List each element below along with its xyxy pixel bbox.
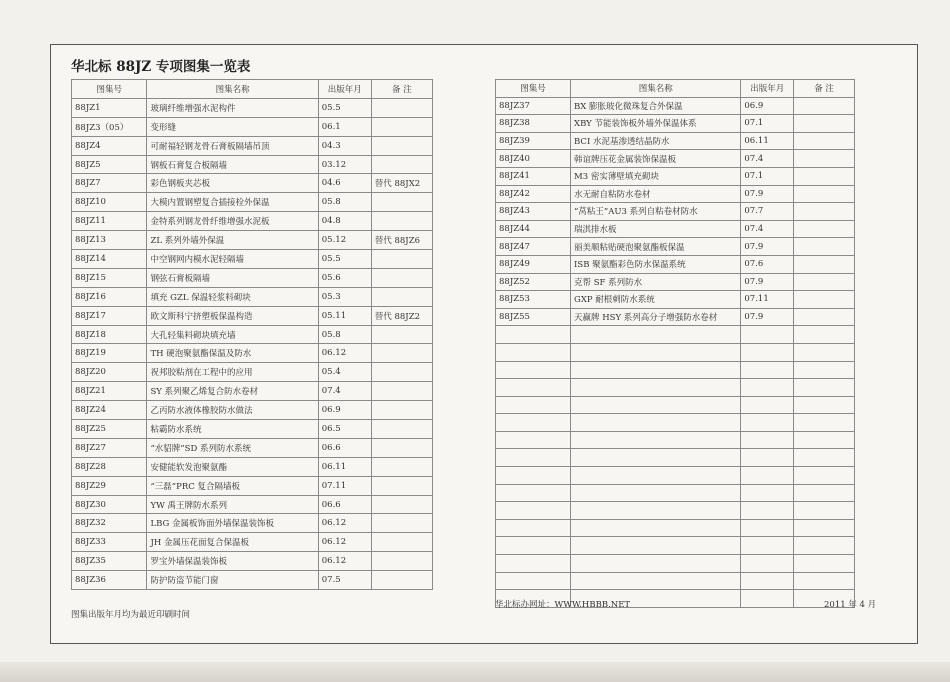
cell-no: 88JZ28 <box>72 457 147 476</box>
cell-no: 88JZ40 <box>496 150 571 168</box>
cell-no <box>496 343 571 361</box>
cell-date: 06.5 <box>318 420 371 439</box>
cell-no: 88JZ36 <box>72 571 147 590</box>
cell-name: YW 禹王牌防水系列 <box>147 495 318 514</box>
cell-no: 88JZ38 <box>496 115 571 133</box>
cell-date <box>741 555 794 573</box>
cell-date: 06.6 <box>318 495 371 514</box>
cell-date: 06.12 <box>318 344 371 363</box>
table-row <box>72 117 433 136</box>
header-date: 出版年月 <box>741 80 794 98</box>
table-row <box>496 220 855 238</box>
table-row <box>496 326 855 344</box>
cell-note <box>371 344 432 363</box>
cell-no: 88JZ39 <box>496 132 571 150</box>
cell-note <box>794 185 855 203</box>
cell-date: 07.1 <box>741 115 794 133</box>
cell-name: 玻璃纤维增强水泥构件 <box>147 98 318 117</box>
table-row <box>72 363 433 382</box>
cell-name <box>571 537 741 555</box>
right-table-header <box>496 80 855 98</box>
table-row <box>72 174 433 193</box>
cell-note <box>794 484 855 502</box>
cell-note <box>371 136 432 155</box>
cell-name: XBY 节能装饰板外墙外保温体系 <box>571 115 741 133</box>
cell-note <box>371 476 432 495</box>
table-row <box>72 193 433 212</box>
table-row <box>72 438 433 457</box>
table-row <box>72 155 433 174</box>
cell-date: 05.4 <box>318 363 371 382</box>
header-name: 图集名称 <box>571 80 741 98</box>
cell-date: 05.12 <box>318 231 371 250</box>
cell-note <box>371 117 432 136</box>
table-row <box>496 185 855 203</box>
table-row <box>72 533 433 552</box>
cell-date: 06.1 <box>318 117 371 136</box>
cell-name: 安健能软发泡聚氨酯 <box>147 457 318 476</box>
cell-name <box>571 519 741 537</box>
table-row <box>72 401 433 420</box>
cell-name: M3 密实薄壁填充砌块 <box>571 167 741 185</box>
cell-no: 88JZ13 <box>72 231 147 250</box>
cell-no: 88JZ4 <box>72 136 147 155</box>
cell-date: 06.12 <box>318 552 371 571</box>
cell-note <box>371 552 432 571</box>
cell-name: 金特系列钢龙骨纤维增强水泥板 <box>147 212 318 231</box>
cell-no: 88JZ47 <box>496 238 571 256</box>
cell-date: 04.6 <box>318 174 371 193</box>
cell-name <box>571 379 741 397</box>
cell-no <box>496 326 571 344</box>
cell-no <box>496 555 571 573</box>
cell-date: 07.1 <box>741 167 794 185</box>
cell-date: 06.9 <box>741 97 794 115</box>
cell-note <box>371 155 432 174</box>
website-note: 华北标办网址：WWW.HBBB.NET <box>495 600 631 610</box>
table-row <box>496 572 855 590</box>
table-row <box>496 361 855 379</box>
cell-name <box>571 361 741 379</box>
cell-no: 88JZ49 <box>496 255 571 273</box>
cell-name <box>571 431 741 449</box>
table-row <box>72 306 433 325</box>
cell-no: 88JZ29 <box>72 476 147 495</box>
cell-date: 06.12 <box>318 514 371 533</box>
cell-note <box>794 326 855 344</box>
cell-name: 瑞淇排水板 <box>571 220 741 238</box>
cell-date <box>741 449 794 467</box>
cell-note <box>371 287 432 306</box>
cell-no: 88JZ14 <box>72 250 147 269</box>
header-name: 图集名称 <box>147 80 318 99</box>
cell-date <box>741 590 794 608</box>
cell-name: 可耐福轻钢龙骨石膏板隔墙吊顶 <box>147 136 318 155</box>
table-row <box>496 449 855 467</box>
table-row <box>496 308 855 326</box>
cell-no: 88JZ24 <box>72 401 147 420</box>
cell-no <box>496 502 571 520</box>
header-no: 图集号 <box>496 80 571 98</box>
cell-date: 05.6 <box>318 268 371 287</box>
cell-name: 天赢牌 HSY 系列高分子增强防水卷材 <box>571 308 741 326</box>
cell-no: 88JZ44 <box>496 220 571 238</box>
cell-note <box>371 268 432 287</box>
header-no: 图集号 <box>72 80 147 99</box>
cell-note <box>371 193 432 212</box>
cell-no: 88JZ16 <box>72 287 147 306</box>
table-row <box>72 98 433 117</box>
cell-no: 88JZ30 <box>72 495 147 514</box>
cell-date: 05.5 <box>318 250 371 269</box>
cell-date: 06.9 <box>318 401 371 420</box>
cell-name <box>571 572 741 590</box>
cell-date: 05.11 <box>318 306 371 325</box>
table-row <box>72 476 433 495</box>
table-row <box>496 273 855 291</box>
cell-name <box>571 414 741 432</box>
cell-note <box>794 396 855 414</box>
cell-date <box>741 379 794 397</box>
cell-date: 07.5 <box>318 571 371 590</box>
cell-date: 06.11 <box>318 457 371 476</box>
cell-date: 07.9 <box>741 308 794 326</box>
cell-date <box>741 396 794 414</box>
table-row <box>72 287 433 306</box>
cell-date: 05.5 <box>318 98 371 117</box>
cell-name: 大孔轻集料砌块填充墙 <box>147 325 318 344</box>
table-row <box>496 467 855 485</box>
cell-note: 替代 88JX2 <box>371 174 432 193</box>
cell-name: SY 系列聚乙烯复合防水卷材 <box>147 382 318 401</box>
cell-note <box>794 255 855 273</box>
footnote: 图集出版年月均为最近印刷时间 <box>71 610 191 620</box>
cell-date: 07.9 <box>741 273 794 291</box>
cell-note <box>794 449 855 467</box>
table-row <box>496 396 855 414</box>
cell-no: 88JZ37 <box>496 97 571 115</box>
cell-no: 88JZ27 <box>72 438 147 457</box>
right-table-body <box>496 97 855 607</box>
cell-date <box>741 572 794 590</box>
cell-date: 06.11 <box>741 132 794 150</box>
right-catalog-table <box>495 79 855 608</box>
cell-name: 韩谊牌压花金属装饰保温板 <box>571 150 741 168</box>
cell-no: 88JZ52 <box>496 273 571 291</box>
cell-name: 中空钢网内模水泥轻隔墙 <box>147 250 318 269</box>
cell-date: 04.8 <box>318 212 371 231</box>
cell-note <box>794 308 855 326</box>
table-row <box>496 132 855 150</box>
cell-name: BX 膨胀玻化微珠复合外保温 <box>571 97 741 115</box>
cell-name <box>571 502 741 520</box>
cell-date <box>741 537 794 555</box>
cell-note <box>371 401 432 420</box>
cell-note <box>371 571 432 590</box>
cell-note <box>371 495 432 514</box>
cell-name: 变形缝 <box>147 117 318 136</box>
table-row <box>72 212 433 231</box>
cell-date: 07.11 <box>741 291 794 309</box>
cell-note <box>371 514 432 533</box>
cell-no: 88JZ19 <box>72 344 147 363</box>
cell-name: GXP 耐根刺防水系统 <box>571 291 741 309</box>
cell-note: 替代 88JZ2 <box>371 306 432 325</box>
cell-date: 07.4 <box>741 220 794 238</box>
table-row <box>72 250 433 269</box>
cell-note <box>794 167 855 185</box>
cell-no: 88JZ42 <box>496 185 571 203</box>
cell-no: 88JZ25 <box>72 420 147 439</box>
table-row <box>72 382 433 401</box>
table-row <box>72 495 433 514</box>
cell-no: 88JZ41 <box>496 167 571 185</box>
cell-no <box>496 519 571 537</box>
table-row <box>496 537 855 555</box>
cell-no: 88JZ20 <box>72 363 147 382</box>
cell-note: 替代 88JZ6 <box>371 231 432 250</box>
table-row <box>496 431 855 449</box>
table-row <box>72 231 433 250</box>
cell-date: 05.8 <box>318 325 371 344</box>
cell-date: 03.12 <box>318 155 371 174</box>
cell-date <box>741 519 794 537</box>
header-note: 备 注 <box>794 80 855 98</box>
cell-note <box>371 325 432 344</box>
cell-name: 水无耐自粘防水卷材 <box>571 185 741 203</box>
cell-name: 克帮 SF 系列防水 <box>571 273 741 291</box>
cell-date: 07.11 <box>318 476 371 495</box>
cell-name: 乙丙防水液体橡胶防水做法 <box>147 401 318 420</box>
header-note: 备 注 <box>371 80 432 99</box>
table-row <box>496 343 855 361</box>
cell-note <box>371 250 432 269</box>
cell-note <box>794 97 855 115</box>
table-row <box>72 571 433 590</box>
cell-note <box>794 343 855 361</box>
cell-date <box>741 414 794 432</box>
cell-no: 88JZ18 <box>72 325 147 344</box>
cell-name <box>571 326 741 344</box>
cell-note <box>794 467 855 485</box>
cell-date <box>741 467 794 485</box>
cell-note <box>794 203 855 221</box>
cell-note <box>371 98 432 117</box>
cell-name <box>571 467 741 485</box>
table-row <box>496 115 855 133</box>
table-row <box>496 167 855 185</box>
page-title: 华北标 88JZ 专项图集一览表 <box>71 59 251 75</box>
cell-date <box>741 343 794 361</box>
cell-no: 88JZ55 <box>496 308 571 326</box>
cell-note <box>794 150 855 168</box>
cell-no: 88JZ33 <box>72 533 147 552</box>
table-row <box>72 344 433 363</box>
cell-note <box>371 533 432 552</box>
cell-note <box>371 363 432 382</box>
cell-note <box>371 420 432 439</box>
cell-no: 88JZ11 <box>72 212 147 231</box>
cell-no <box>496 431 571 449</box>
cell-name: 钢板石膏复合板隔墙 <box>147 155 318 174</box>
publication-date: 2011 年 4 月 <box>824 600 877 610</box>
left-table-header <box>72 80 433 99</box>
cell-note <box>794 572 855 590</box>
cell-note <box>371 438 432 457</box>
table-row <box>72 514 433 533</box>
cell-name: 欧文斯科宁挤塑板保温构造 <box>147 306 318 325</box>
cell-date: 06.6 <box>318 438 371 457</box>
cell-no <box>496 467 571 485</box>
cell-name: 粘霸防水系统 <box>147 420 318 439</box>
cell-note <box>794 537 855 555</box>
cell-no: 88JZ43 <box>496 203 571 221</box>
table-row <box>496 203 855 221</box>
cell-note <box>794 238 855 256</box>
table-row <box>72 552 433 571</box>
table-row <box>496 414 855 432</box>
cell-no <box>496 379 571 397</box>
table-row <box>72 136 433 155</box>
cell-note <box>794 431 855 449</box>
cell-date: 06.12 <box>318 533 371 552</box>
cell-date: 07.6 <box>741 255 794 273</box>
table-row <box>496 502 855 520</box>
cell-note <box>794 115 855 133</box>
cell-note <box>794 132 855 150</box>
cell-note <box>794 273 855 291</box>
cell-no: 88JZ53 <box>496 291 571 309</box>
cell-no: 88JZ32 <box>72 514 147 533</box>
cell-name: 罗宝外墙保温装饰板 <box>147 552 318 571</box>
cell-date: 04.3 <box>318 136 371 155</box>
cell-date: 07.4 <box>318 382 371 401</box>
cell-note <box>794 291 855 309</box>
table-row <box>72 325 433 344</box>
cell-name: 丽美顺粘贴硬泡聚氨酯板保温 <box>571 238 741 256</box>
cell-name: 防护防盗节能门窗 <box>147 571 318 590</box>
table-row <box>496 555 855 573</box>
cell-note <box>371 212 432 231</box>
cell-no <box>496 537 571 555</box>
cell-name: 大模内置钢塑复合插接栓外保温 <box>147 193 318 212</box>
cell-name: ZL 系列外墙外保温 <box>147 231 318 250</box>
cell-no <box>496 414 571 432</box>
table-row <box>72 420 433 439</box>
header-date: 出版年月 <box>318 80 371 99</box>
table-row <box>496 519 855 537</box>
cell-date: 07.4 <box>741 150 794 168</box>
cell-name: 祝邦胶粘剂在工程中的应用 <box>147 363 318 382</box>
cell-name: LBG 金属板饰面外墙保温装饰板 <box>147 514 318 533</box>
cell-name <box>571 343 741 361</box>
cell-name <box>571 449 741 467</box>
table-row <box>496 291 855 309</box>
table-row <box>496 97 855 115</box>
cell-date <box>741 326 794 344</box>
cell-name: “三磊”PRC 复合隔墙板 <box>147 476 318 495</box>
cell-note <box>794 361 855 379</box>
table-row <box>496 484 855 502</box>
cell-note <box>794 555 855 573</box>
cell-date: 05.3 <box>318 287 371 306</box>
cell-no <box>496 361 571 379</box>
cell-name: 钢弦石膏板隔墙 <box>147 268 318 287</box>
cell-no: 88JZ7 <box>72 174 147 193</box>
table-row <box>496 255 855 273</box>
cell-date <box>741 361 794 379</box>
table-row <box>496 150 855 168</box>
cell-note <box>794 220 855 238</box>
cell-name: 填充 GZL 保温轻浆料砌块 <box>147 287 318 306</box>
cell-no <box>496 572 571 590</box>
cell-name: JH 金属压花面复合保温板 <box>147 533 318 552</box>
cell-date: 05.8 <box>318 193 371 212</box>
cell-name: 彩色钢板夹芯板 <box>147 174 318 193</box>
cell-name: ISB 聚氨酯彩色防水保温系统 <box>571 255 741 273</box>
left-catalog-table <box>71 79 433 590</box>
cell-name: TH 硬泡聚氨酯保温及防水 <box>147 344 318 363</box>
cell-date: 07.9 <box>741 185 794 203</box>
cell-date: 07.7 <box>741 203 794 221</box>
cell-date <box>741 484 794 502</box>
cell-name <box>571 396 741 414</box>
table-row <box>496 379 855 397</box>
cell-note <box>794 379 855 397</box>
cell-date <box>741 502 794 520</box>
cell-no: 88JZ3（05） <box>72 117 147 136</box>
cell-no: 88JZ35 <box>72 552 147 571</box>
left-table-body <box>72 98 433 589</box>
cell-no <box>496 484 571 502</box>
table-row <box>72 457 433 476</box>
cell-no: 88JZ5 <box>72 155 147 174</box>
cell-name <box>571 555 741 573</box>
cell-name: BCI 水泥基渗透结晶防水 <box>571 132 741 150</box>
cell-no: 88JZ1 <box>72 98 147 117</box>
cell-no: 88JZ10 <box>72 193 147 212</box>
cell-note <box>371 382 432 401</box>
cell-no <box>496 449 571 467</box>
table-row <box>496 238 855 256</box>
document-page <box>50 44 918 644</box>
table-row <box>72 268 433 287</box>
cell-no: 88JZ21 <box>72 382 147 401</box>
cell-note <box>371 457 432 476</box>
cell-name: “莴粘王”AU3 系列自粘卷材防水 <box>571 203 741 221</box>
cell-no: 88JZ17 <box>72 306 147 325</box>
cell-name <box>571 484 741 502</box>
cell-note <box>794 519 855 537</box>
cell-name: “水貂牌”SD 系列防水系统 <box>147 438 318 457</box>
cell-no: 88JZ15 <box>72 268 147 287</box>
cell-date: 07.9 <box>741 238 794 256</box>
cell-note <box>794 414 855 432</box>
cell-note <box>794 502 855 520</box>
page-edge <box>0 662 950 682</box>
cell-date <box>741 431 794 449</box>
cell-no <box>496 396 571 414</box>
